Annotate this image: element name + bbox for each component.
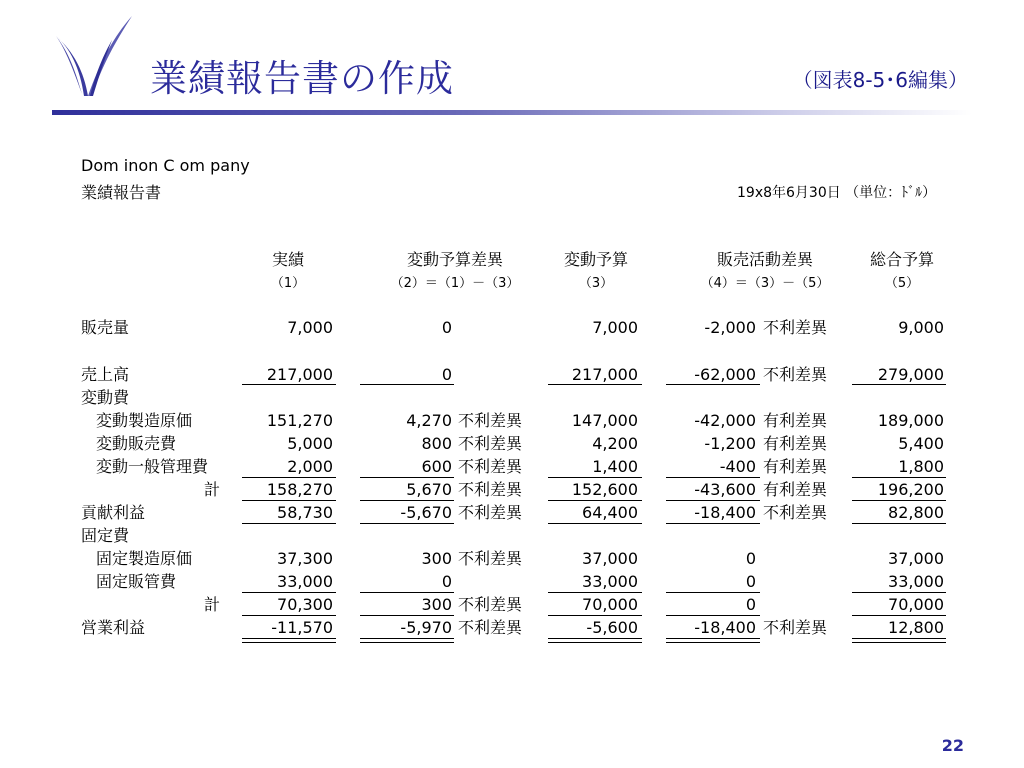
col-header-flex-budget: 変動予算 bbox=[563, 250, 628, 269]
row-label-var-selling: 変動販売費 bbox=[96, 434, 177, 453]
underline bbox=[360, 592, 454, 593]
double-underline bbox=[360, 638, 454, 643]
underline bbox=[242, 384, 336, 385]
contribution-sales-variance-note: 不利差異 bbox=[763, 503, 828, 522]
underline bbox=[360, 384, 454, 385]
company-logo-icon bbox=[52, 14, 136, 98]
underline bbox=[666, 592, 760, 593]
var-total-sales-variance-note: 有利差異 bbox=[763, 480, 828, 499]
col-sub-sales-variance: （4）＝（3）－（5） bbox=[700, 276, 830, 291]
volume-flex-budget: 7,000 bbox=[592, 318, 638, 337]
operating-sales-variance: -18,400 bbox=[694, 618, 756, 637]
double-underline bbox=[548, 638, 642, 643]
row-label-fixed-costs: 固定費 bbox=[81, 526, 130, 545]
fixed-total-master-budget: 70,000 bbox=[888, 595, 944, 614]
col-header-flex-variance: 変動予算差異 bbox=[406, 250, 503, 269]
fixed-total-actual: 70,300 bbox=[277, 595, 333, 614]
underline bbox=[242, 500, 336, 501]
operating-master-budget: 12,800 bbox=[888, 618, 944, 637]
row-label-var-mfg: 変動製造原価 bbox=[96, 411, 193, 430]
var-sell-flex-variance-note: 不利差異 bbox=[458, 434, 523, 453]
row-label-variable-costs: 変動費 bbox=[81, 388, 130, 407]
row-label-operating-income: 営業利益 bbox=[81, 618, 146, 637]
var-sell-actual: 5,000 bbox=[287, 434, 333, 453]
row-label-contribution: 貢献利益 bbox=[81, 503, 146, 522]
underline bbox=[548, 477, 642, 478]
var-mfg-flex-variance: 4,270 bbox=[406, 411, 452, 430]
fixed-total-flex-budget: 70,000 bbox=[582, 595, 638, 614]
page-number: 22 bbox=[941, 736, 964, 755]
row-label-volume: 販売量 bbox=[81, 318, 130, 337]
var-total-actual: 158,270 bbox=[266, 480, 333, 499]
sales-sales-variance-note: 不利差異 bbox=[763, 365, 828, 384]
row-label-fixed-sga: 固定販管費 bbox=[96, 572, 177, 591]
fixed-sga-master-budget: 33,000 bbox=[888, 572, 944, 591]
sales-flex-variance: 0 bbox=[441, 365, 452, 384]
fixed-total-flex-variance-note: 不利差異 bbox=[458, 595, 523, 614]
col-header-sales-variance: 販売活動差異 bbox=[716, 250, 813, 269]
var-total-flex-budget: 152,600 bbox=[571, 480, 638, 499]
fixed-sga-sales-variance: 0 bbox=[745, 572, 756, 591]
var-admin-flex-budget: 1,400 bbox=[592, 457, 638, 476]
contribution-flex-variance-note: 不利差異 bbox=[458, 503, 523, 522]
fixed-mfg-sales-variance: 0 bbox=[745, 549, 756, 568]
operating-actual: -11,570 bbox=[271, 618, 333, 637]
double-underline bbox=[852, 638, 946, 643]
var-total-flex-variance-note: 不利差異 bbox=[458, 480, 523, 499]
sales-master-budget: 279,000 bbox=[877, 365, 944, 384]
var-mfg-flex-variance-note: 不利差異 bbox=[458, 411, 523, 430]
contribution-flex-budget: 64,400 bbox=[582, 503, 638, 522]
underline bbox=[548, 523, 642, 524]
underline bbox=[852, 615, 946, 616]
underline bbox=[360, 523, 454, 524]
operating-flex-variance-note: 不利差異 bbox=[458, 618, 523, 637]
operating-sales-variance-note: 不利差異 bbox=[763, 618, 828, 637]
fixed-mfg-flex-variance: 300 bbox=[421, 549, 452, 568]
sales-flex-budget: 217,000 bbox=[571, 365, 638, 384]
underline bbox=[548, 384, 642, 385]
fixed-mfg-master-budget: 37,000 bbox=[888, 549, 944, 568]
contribution-sales-variance: -18,400 bbox=[694, 503, 756, 522]
fixed-total-sales-variance: 0 bbox=[745, 595, 756, 614]
underline bbox=[242, 615, 336, 616]
underline bbox=[852, 523, 946, 524]
var-sell-sales-variance-note: 有利差異 bbox=[763, 434, 828, 453]
report-heading: 業績報告書 bbox=[81, 183, 162, 202]
var-admin-flex-variance-note: 不利差異 bbox=[458, 457, 523, 476]
var-mfg-flex-budget: 147,000 bbox=[571, 411, 638, 430]
col-sub-flex-variance: （2）＝（1）－（3） bbox=[390, 276, 520, 291]
underline bbox=[548, 500, 642, 501]
var-sell-master-budget: 5,400 bbox=[898, 434, 944, 453]
double-underline bbox=[242, 638, 336, 643]
fixed-mfg-flex-budget: 37,000 bbox=[582, 549, 638, 568]
company-name: Dom inon C om pany bbox=[81, 156, 250, 175]
underline bbox=[666, 384, 760, 385]
fixed-total-flex-variance: 300 bbox=[421, 595, 452, 614]
fixed-mfg-actual: 37,300 bbox=[277, 549, 333, 568]
row-label-fixed-total: 計 bbox=[204, 595, 221, 614]
underline bbox=[360, 500, 454, 501]
title-rule bbox=[52, 110, 972, 115]
row-label-fixed-mfg: 固定製造原価 bbox=[96, 549, 193, 568]
underline bbox=[852, 592, 946, 593]
underline bbox=[666, 615, 760, 616]
contribution-actual: 58,730 bbox=[277, 503, 333, 522]
underline bbox=[666, 477, 760, 478]
sales-actual: 217,000 bbox=[266, 365, 333, 384]
underline bbox=[548, 592, 642, 593]
row-label-sales: 売上高 bbox=[81, 365, 130, 384]
row-label-var-admin: 変動一般管理費 bbox=[96, 457, 209, 476]
volume-sales-variance: -2,000 bbox=[704, 318, 756, 337]
figure-reference: （図表8-5･6編集） bbox=[792, 68, 968, 92]
underline bbox=[242, 477, 336, 478]
var-admin-sales-variance-note: 有利差異 bbox=[763, 457, 828, 476]
double-underline bbox=[666, 638, 760, 643]
underline bbox=[360, 615, 454, 616]
underline bbox=[360, 477, 454, 478]
contribution-master-budget: 82,800 bbox=[888, 503, 944, 522]
volume-master-budget: 9,000 bbox=[898, 318, 944, 337]
var-mfg-sales-variance: -42,000 bbox=[694, 411, 756, 430]
var-sell-flex-variance: 800 bbox=[421, 434, 452, 453]
fixed-mfg-flex-variance-note: 不利差異 bbox=[458, 549, 523, 568]
col-header-actual: 実績 bbox=[271, 250, 304, 269]
underline bbox=[242, 523, 336, 524]
col-sub-master-budget: （5） bbox=[884, 276, 920, 291]
var-mfg-actual: 151,270 bbox=[266, 411, 333, 430]
var-mfg-sales-variance-note: 有利差異 bbox=[763, 411, 828, 430]
underline bbox=[852, 500, 946, 501]
col-sub-actual: （1） bbox=[270, 276, 306, 291]
volume-flex-variance: 0 bbox=[441, 318, 452, 337]
underline bbox=[852, 384, 946, 385]
underline bbox=[666, 523, 760, 524]
var-mfg-master-budget: 189,000 bbox=[877, 411, 944, 430]
volume-actual: 7,000 bbox=[287, 318, 333, 337]
col-header-master-budget: 総合予算 bbox=[869, 250, 934, 269]
underline bbox=[666, 500, 760, 501]
fixed-sga-flex-budget: 33,000 bbox=[582, 572, 638, 591]
fixed-sga-flex-variance: 0 bbox=[441, 572, 452, 591]
slide-title: 業績報告書の作成 bbox=[150, 57, 454, 100]
fixed-sga-actual: 33,000 bbox=[277, 572, 333, 591]
var-admin-flex-variance: 600 bbox=[421, 457, 452, 476]
var-total-flex-variance: 5,670 bbox=[406, 480, 452, 499]
col-sub-flex-budget: （3） bbox=[578, 276, 614, 291]
underline bbox=[548, 615, 642, 616]
operating-flex-variance: -5,970 bbox=[400, 618, 452, 637]
var-admin-master-budget: 1,800 bbox=[898, 457, 944, 476]
var-total-sales-variance: -43,600 bbox=[694, 480, 756, 499]
report-date-unit: 19x8年6月30日 （単位：ﾄﾞﾙ） bbox=[737, 185, 937, 201]
underline bbox=[242, 592, 336, 593]
var-admin-actual: 2,000 bbox=[287, 457, 333, 476]
var-sell-sales-variance: -1,200 bbox=[704, 434, 756, 453]
var-total-master-budget: 196,200 bbox=[877, 480, 944, 499]
underline bbox=[852, 477, 946, 478]
var-sell-flex-budget: 4,200 bbox=[592, 434, 638, 453]
operating-flex-budget: -5,600 bbox=[586, 618, 638, 637]
sales-sales-variance: -62,000 bbox=[694, 365, 756, 384]
volume-sales-variance-note: 不利差異 bbox=[763, 318, 828, 337]
row-label-var-total: 計 bbox=[204, 480, 221, 499]
var-admin-sales-variance: -400 bbox=[719, 457, 756, 476]
contribution-flex-variance: -5,670 bbox=[400, 503, 452, 522]
